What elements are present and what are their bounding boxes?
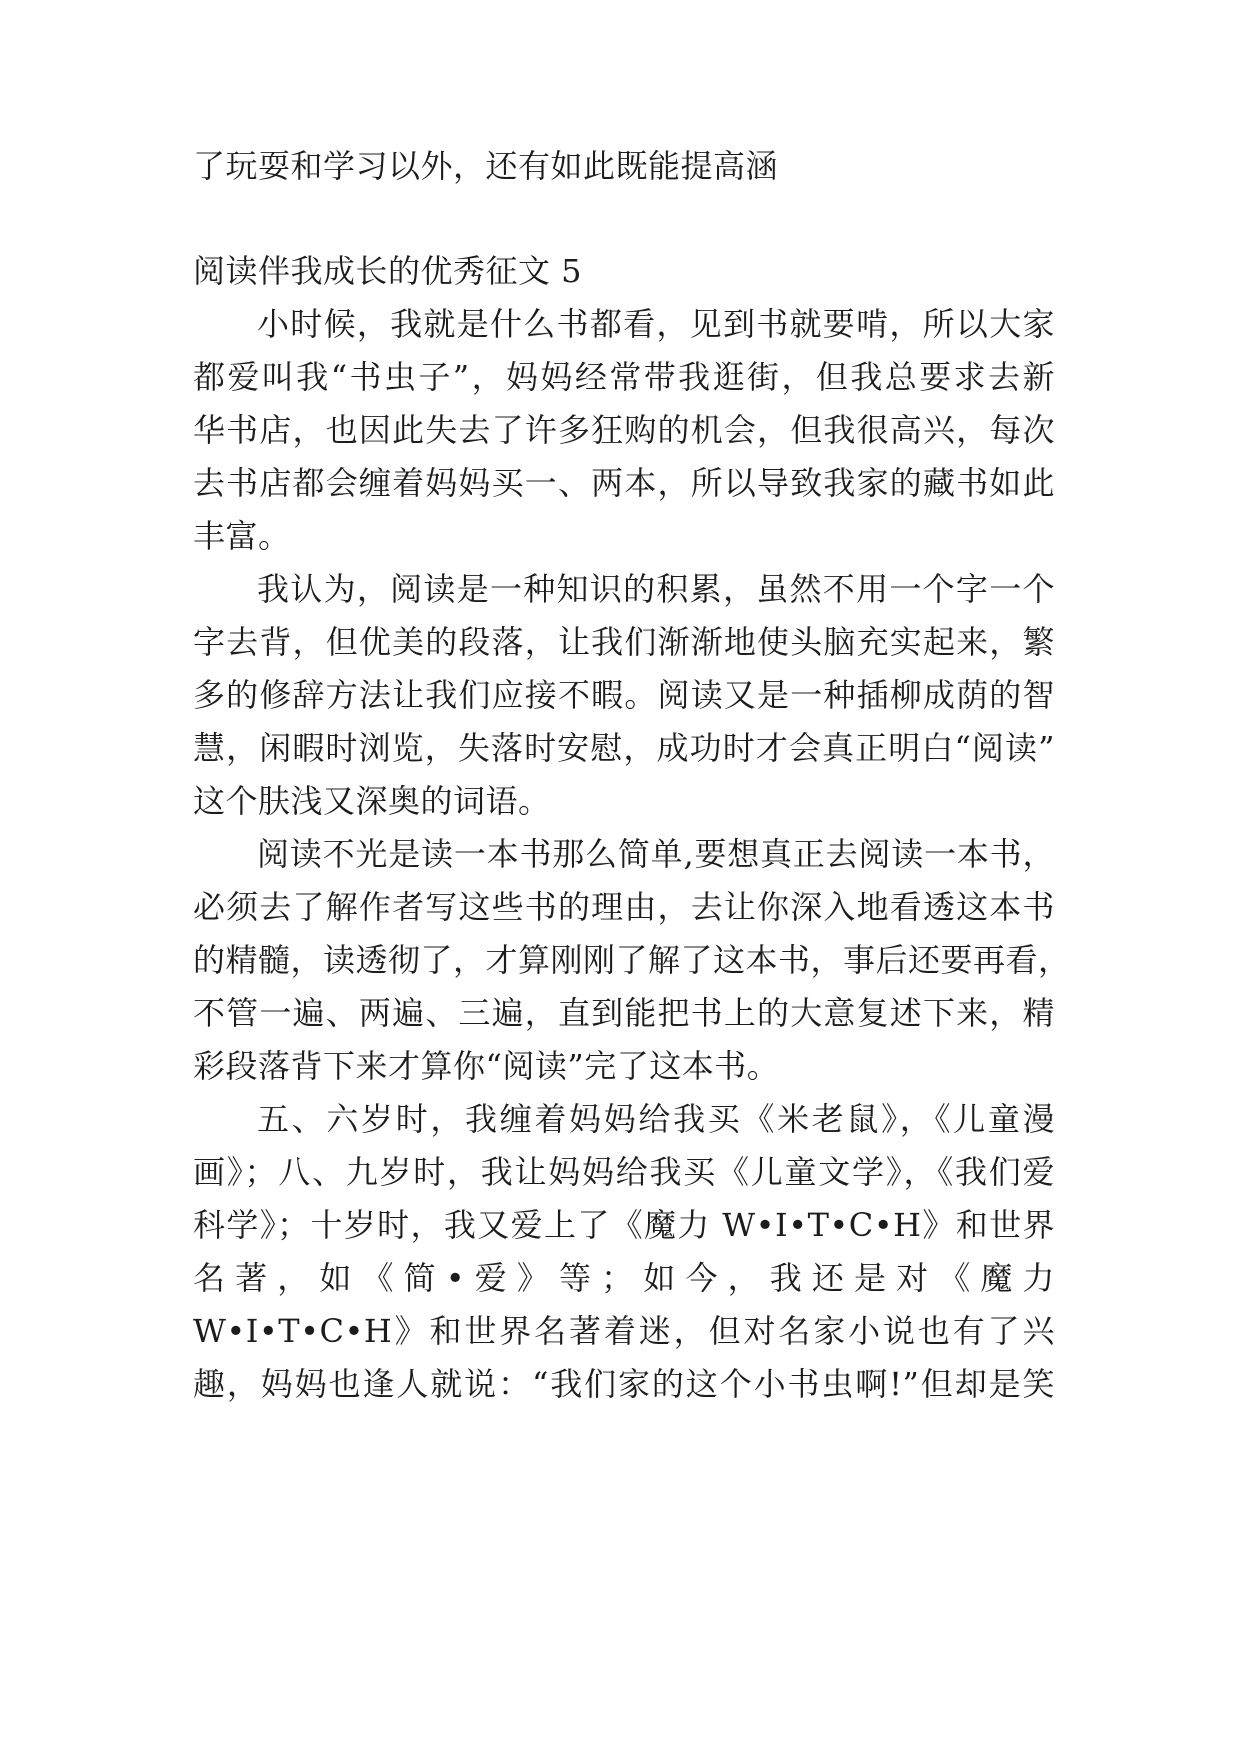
paragraph-line: 我认为，阅读是一种知识的积累，虽然不用一个字一个: [257, 570, 1055, 608]
paragraph-line: 彩段落背下来才算你“阅读”完了这本书。: [193, 1047, 780, 1085]
paragraph-line: 去书店都会缠着妈妈买一、两本，所以导致我家的藏书如此: [193, 464, 1055, 502]
paragraph-line: 名著，如《简•爱》等；如今，我还是对《魔力: [193, 1259, 1055, 1297]
paragraph-line: 都爱叫我“书虫子”，妈妈经常带我逛街，但我总要求去新: [193, 358, 1055, 396]
paragraph-line: 这个肤浅又深奥的词语。: [193, 782, 551, 820]
paragraph-line: 字去背，但优美的段落，让我们渐渐地使头脑充实起来，繁: [193, 623, 1055, 661]
paragraph-line: 丰富。: [193, 517, 291, 555]
paragraph-line: 慧，闲暇时浏览，失落时安慰，成功时才会真正明白“阅读”: [193, 729, 1055, 767]
paragraph-line: 五、六岁时，我缠着妈妈给我买《米老鼠》，《儿童漫: [257, 1100, 1055, 1138]
paragraph-line: W•I•T•C•H》和世界名著着迷，但对名家小说也有了兴: [193, 1312, 1055, 1350]
essay-heading: 阅读伴我成长的优秀征文 5: [193, 252, 583, 290]
paragraph-line: 科学》；十岁时，我又爱上了《魔力 W•I•T•C•H》和世界: [193, 1206, 1055, 1244]
paragraph-line: 小时候，我就是什么书都看，见到书就要啃，所以大家: [257, 305, 1055, 343]
paragraph-line: 华书店，也因此失去了许多狂购的机会，但我很高兴，每次: [193, 411, 1055, 449]
paragraph-line: 画》；八、九岁时，我让妈妈给我买《儿童文学》，《我们爱: [193, 1153, 1055, 1191]
paragraph-line: 的精髓，读透彻了，才算刚刚了解了这本书，事后还要再看，: [193, 941, 1071, 979]
paragraph-line: 趣，妈妈也逢人就说：“我们家的这个小书虫啊!”但却是笑: [193, 1365, 1055, 1403]
paragraph-line: 阅读不光是读一本书那么简单,要想真正去阅读一本书，: [257, 835, 1055, 873]
paragraph-line: 不管一遍、两遍、三遍，直到能把书上的大意复述下来，精: [193, 994, 1055, 1032]
paragraph-line: 多的修辞方法让我们应接不暇。阅读又是一种插柳成荫的智: [193, 676, 1055, 714]
paragraph-line: 必须去了解作者写这些书的理由，去让你深入地看透这本书: [193, 888, 1055, 926]
fragment-line: 了玩耍和学习以外，还有如此既能提高涵: [193, 147, 779, 185]
